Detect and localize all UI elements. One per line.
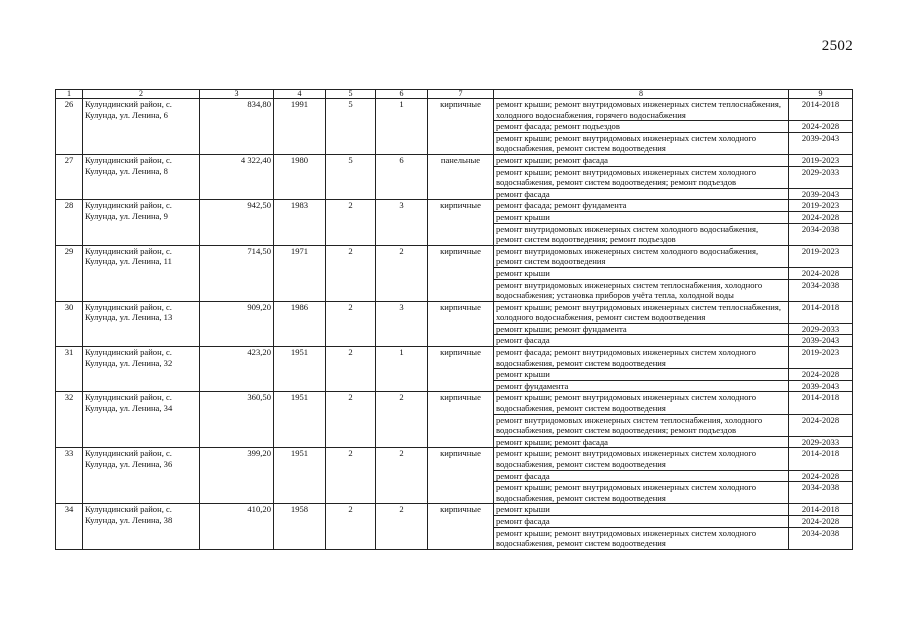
table-row [56, 154, 853, 166]
wall-material: панельные [428, 154, 494, 199]
work-period: 2029-2033 [789, 436, 853, 448]
header-col-8: 8 [494, 90, 789, 99]
house-area: 942,50 [200, 200, 274, 245]
wall-material: кирпичные [428, 347, 494, 392]
wall-material: кирпичные [428, 392, 494, 448]
house-address: Кулундинский район, с. Кулунда, ул. Ленина, 6 [83, 99, 200, 155]
header-col-7: 7 [428, 90, 494, 99]
build-year: 1980 [274, 154, 326, 199]
work-description: ремонт внутридомовых инженерных систем холодного водоснабжения, ремонт систем водоотведения; ремонт подъездов [494, 223, 789, 245]
wall-material: кирпичные [428, 301, 494, 346]
work-period: 2024-2028 [789, 369, 853, 381]
wall-material: кирпичные [428, 200, 494, 245]
entrances-count: 2 [376, 392, 428, 448]
table-row [56, 200, 853, 212]
entrances-count: 6 [376, 154, 428, 199]
build-year: 1958 [274, 504, 326, 549]
work-period: 2014-2018 [789, 392, 853, 414]
work-description: ремонт крыши; ремонт внутридомовых инженерных систем теплоснабжения, холодного водоснабжения, горячего водоснабжения [494, 99, 789, 121]
entrances-count: 2 [376, 448, 428, 504]
entrances-count: 3 [376, 200, 428, 245]
work-description: ремонт фасада [494, 470, 789, 482]
house-area: 360,50 [200, 392, 274, 448]
header-col-2: 2 [83, 90, 200, 99]
house-address: Кулундинский район, с. Кулунда, ул. Ленина, 38 [83, 504, 200, 549]
table-row [56, 392, 853, 414]
house-number: 29 [56, 245, 83, 301]
floors-count: 2 [326, 504, 376, 549]
work-period: 2014-2018 [789, 99, 853, 121]
repair-schedule-table [55, 89, 853, 550]
work-description: ремонт фасада; ремонт фундамента [494, 200, 789, 212]
header-col-5: 5 [326, 90, 376, 99]
work-period: 2019-2023 [789, 154, 853, 166]
house-number: 32 [56, 392, 83, 448]
floors-count: 2 [326, 301, 376, 346]
house-address: Кулундинский район, с. Кулунда, ул. Ленина, 34 [83, 392, 200, 448]
work-description: ремонт крыши [494, 211, 789, 223]
table-row [56, 245, 853, 267]
entrances-count: 1 [376, 347, 428, 392]
work-period: 2014-2018 [789, 504, 853, 516]
work-period: 2024-2028 [789, 121, 853, 133]
work-description: ремонт крыши; ремонт фасада [494, 436, 789, 448]
work-period: 2029-2033 [789, 323, 853, 335]
work-description: ремонт крыши; ремонт внутридомовых инженерных систем холодного водоснабжения, ремонт систем водоотведения [494, 392, 789, 414]
header-col-6: 6 [376, 90, 428, 99]
work-period: 2024-2028 [789, 267, 853, 279]
work-description: ремонт внутридомовых инженерных систем теплоснабжения, холодного водоснабжения; установка приборов учёта тепла, холодной воды [494, 279, 789, 301]
table-body [56, 99, 853, 550]
work-period: 2019-2023 [789, 245, 853, 267]
work-description: ремонт фасада; ремонт подъездов [494, 121, 789, 133]
build-year: 1951 [274, 347, 326, 392]
work-period: 2019-2023 [789, 347, 853, 369]
work-description: ремонт внутридомовых инженерных систем теплоснабжения, холодного водоснабжения, ремонт систем водоотведения; ремонт подъездов [494, 414, 789, 436]
work-description: ремонт крыши; ремонт фасада [494, 154, 789, 166]
work-period: 2024-2028 [789, 470, 853, 482]
work-description: ремонт крыши; ремонт внутридомовых инженерных систем холодного водоснабжения, ремонт систем водоотведения [494, 527, 789, 549]
work-description: ремонт фасада [494, 515, 789, 527]
work-description: ремонт крыши; ремонт фундамента [494, 323, 789, 335]
house-area: 399,20 [200, 448, 274, 504]
house-number: 27 [56, 154, 83, 199]
work-period: 2034-2038 [789, 527, 853, 549]
entrances-count: 2 [376, 504, 428, 549]
work-period: 2039-2043 [789, 335, 853, 347]
entrances-count: 2 [376, 245, 428, 301]
wall-material: кирпичные [428, 504, 494, 549]
table-row [56, 347, 853, 369]
floors-count: 5 [326, 154, 376, 199]
house-address: Кулундинский район, с. Кулунда, ул. Ленина, 36 [83, 448, 200, 504]
table-row [56, 448, 853, 470]
work-period: 2034-2038 [789, 223, 853, 245]
wall-material: кирпичные [428, 99, 494, 155]
build-year: 1986 [274, 301, 326, 346]
work-description: ремонт фасада; ремонт внутридомовых инженерных систем холодного водоснабжения, ремонт систем водоотведения [494, 347, 789, 369]
work-period: 2039-2043 [789, 188, 853, 200]
floors-count: 2 [326, 200, 376, 245]
work-period: 2024-2028 [789, 515, 853, 527]
work-description: ремонт крыши; ремонт внутридомовых инженерных систем холодного водоснабжения, ремонт систем водоотведения [494, 482, 789, 504]
floors-count: 2 [326, 448, 376, 504]
floors-count: 5 [326, 99, 376, 155]
work-description: ремонт крыши [494, 267, 789, 279]
work-description: ремонт фасада [494, 335, 789, 347]
house-address: Кулундинский район, с. Кулунда, ул. Ленина, 32 [83, 347, 200, 392]
house-area: 410,20 [200, 504, 274, 549]
floors-count: 2 [326, 392, 376, 448]
work-period: 2024-2028 [789, 414, 853, 436]
page-number: 2502 [821, 38, 853, 54]
house-address: Кулундинский район, с. Кулунда, ул. Ленина, 13 [83, 301, 200, 346]
house-number: 34 [56, 504, 83, 549]
work-description: ремонт крыши [494, 504, 789, 516]
header-row [56, 90, 853, 99]
build-year: 1991 [274, 99, 326, 155]
header-col-9: 9 [789, 90, 853, 99]
table-row [56, 99, 853, 121]
wall-material: кирпичные [428, 245, 494, 301]
build-year: 1951 [274, 448, 326, 504]
floors-count: 2 [326, 347, 376, 392]
house-number: 33 [56, 448, 83, 504]
header-col-3: 3 [200, 90, 274, 99]
house-area: 834,80 [200, 99, 274, 155]
work-period: 2029-2033 [789, 166, 853, 188]
build-year: 1971 [274, 245, 326, 301]
entrances-count: 1 [376, 99, 428, 155]
house-area: 714,50 [200, 245, 274, 301]
work-period: 2039-2043 [789, 132, 853, 154]
work-description: ремонт крыши [494, 369, 789, 381]
header-col-1: 1 [56, 90, 83, 99]
work-period: 2019-2023 [789, 200, 853, 212]
work-description: ремонт внутридомовых инженерных систем холодного водоснабжения, ремонт систем водоотведения [494, 245, 789, 267]
house-number: 30 [56, 301, 83, 346]
work-period: 2034-2038 [789, 482, 853, 504]
work-description: ремонт крыши; ремонт внутридомовых инженерных систем холодного водоснабжения, ремонт систем водоотведения [494, 448, 789, 470]
build-year: 1983 [274, 200, 326, 245]
work-period: 2039-2043 [789, 380, 853, 392]
house-area: 4 322,40 [200, 154, 274, 199]
work-period: 2034-2038 [789, 279, 853, 301]
house-address: Кулундинский район, с. Кулунда, ул. Ленина, 9 [83, 200, 200, 245]
house-area: 909,20 [200, 301, 274, 346]
house-area: 423,20 [200, 347, 274, 392]
work-description: ремонт крыши; ремонт внутридомовых инженерных систем холодного водоснабжения, ремонт систем водоотведения [494, 132, 789, 154]
house-address: Кулундинский район, с. Кулунда, ул. Ленина, 8 [83, 154, 200, 199]
house-number: 28 [56, 200, 83, 245]
wall-material: кирпичные [428, 448, 494, 504]
work-description: ремонт крыши; ремонт внутридомовых инженерных систем теплоснабжения, холодного водоснабжения, ремонт систем водоотведения [494, 301, 789, 323]
table-row [56, 504, 853, 516]
table-row [56, 301, 853, 323]
house-address: Кулундинский район, с. Кулунда, ул. Ленина, 11 [83, 245, 200, 301]
house-number: 31 [56, 347, 83, 392]
work-period: 2014-2018 [789, 448, 853, 470]
work-period: 2024-2028 [789, 211, 853, 223]
header-col-4: 4 [274, 90, 326, 99]
build-year: 1951 [274, 392, 326, 448]
work-description: ремонт фундамента [494, 380, 789, 392]
floors-count: 2 [326, 245, 376, 301]
work-description: ремонт фасада [494, 188, 789, 200]
house-number: 26 [56, 99, 83, 155]
entrances-count: 3 [376, 301, 428, 346]
work-period: 2014-2018 [789, 301, 853, 323]
work-description: ремонт крыши; ремонт внутридомовых инженерных систем холодного водоснабжения, ремонт систем водоотведения; ремонт подъездов [494, 166, 789, 188]
